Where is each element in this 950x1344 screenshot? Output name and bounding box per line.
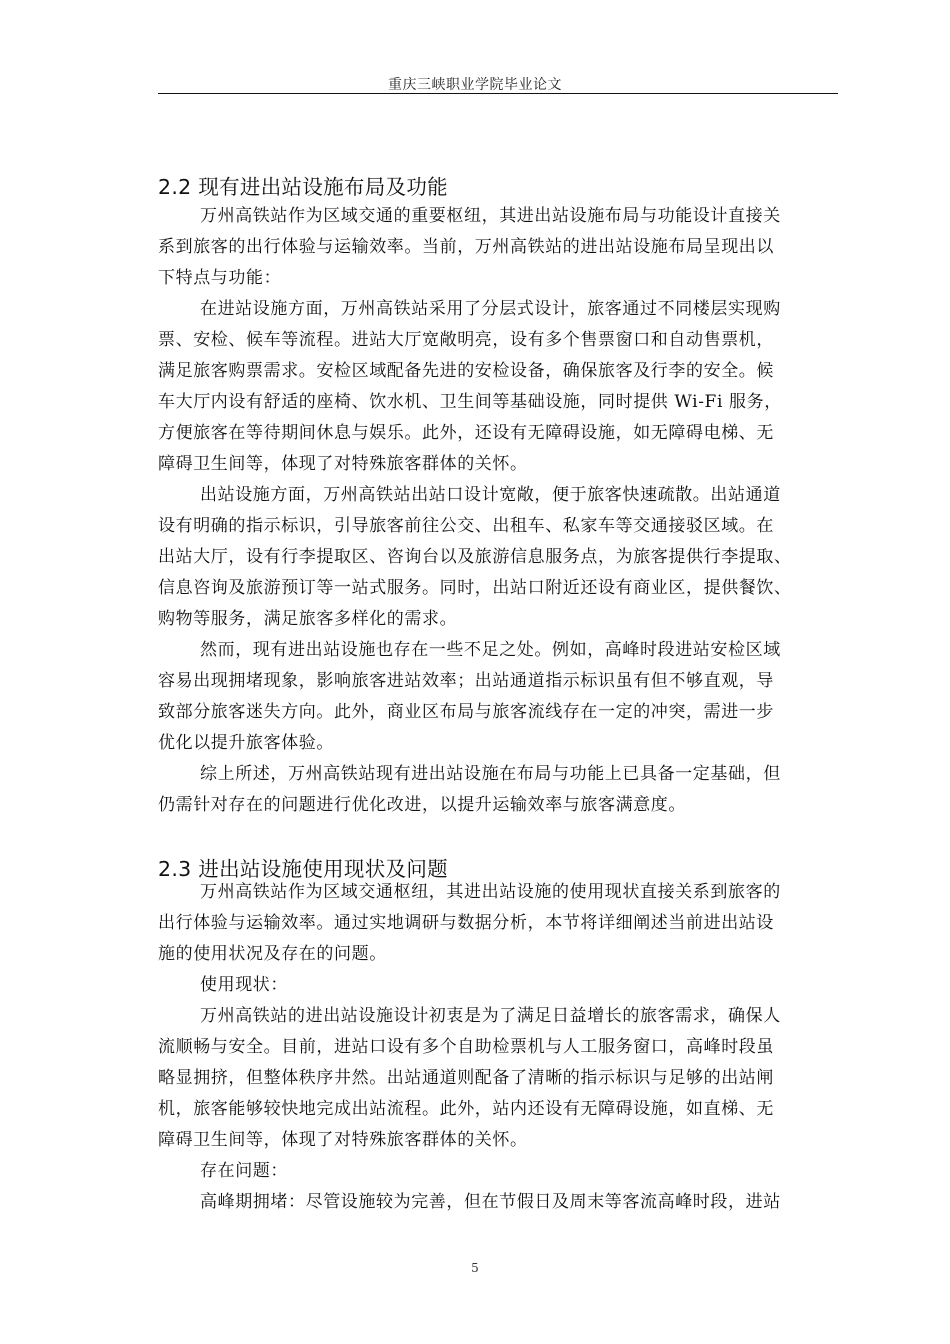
text-line: 方便旅客在等待期间休息与娱乐。此外，还设有无障碍设施，如无障碍电梯、无 [158,423,774,443]
header-title: 重庆三峡职业学院毕业论文 [388,77,562,93]
text-line: 优化以提升旅客体验。 [158,733,334,753]
text-line: 系到旅客的出行体验与运输效率。当前，万州高铁站的进出站设施布局呈现出以 [158,237,774,257]
text-line: 万州高铁站的进出站设施设计初衷是为了满足日益增长的旅客需求，确保人 [200,1006,781,1026]
text-line: 障碍卫生间等，体现了对特殊旅客群体的关怀。 [158,1130,528,1150]
text-line: 流顺畅与安全。目前，进站口设有多个自助检票机与人工服务窗口，高峰时段虽 [158,1037,774,1057]
text-line: 万州高铁站作为区域交通枢纽，其进出站设施的使用现状直接关系到旅客的 [200,882,781,902]
section-heading-2-2: 2.2 现有进出站设施布局及功能 [158,175,448,199]
text-line: 下特点与功能： [158,268,282,288]
text-line: 出行体验与运输效率。通过实地调研与数据分析，本节将详细阐述当前进出站设 [158,913,774,933]
subheading-usage-status: 使用现状： [200,975,288,995]
text-line: 车大厅内设有舒适的座椅、饮水机、卫生间等基础设施，同时提供 Wi-Fi 服务， [158,392,782,412]
text-line: 万州高铁站作为区域交通的重要枢纽，其进出站设施布局与功能设计直接关 [200,206,781,226]
text-line: 票、安检、候车等流程。进站大厅宽敞明亮，设有多个售票窗口和自动售票机， [158,330,774,350]
text-line: 出站设施方面，万州高铁站出站口设计宽敞，便于旅客快速疏散。出站通道 [200,485,781,505]
text-line: 信息咨询及旅游预订等一站式服务。同时，出站口附近还设有商业区，提供餐饮、 [158,578,792,598]
text-line: 购物等服务，满足旅客多样化的需求。 [158,609,458,629]
text-line: 满足旅客购票需求。安检区域配备先进的安检设备，确保旅客及行李的安全。候 [158,361,774,381]
text-line: 高峰期拥堵：尽管设施较为完善，但在节假日及周末等客流高峰时段，进站 [200,1192,781,1212]
text-line: 然而，现有进出站设施也存在一些不足之处。例如，高峰时段进站安检区域 [200,640,781,660]
text-line: 仍需针对存在的问题进行优化改进，以提升运输效率与旅客满意度。 [158,795,686,815]
header-divider [158,93,838,94]
text-line: 障碍卫生间等，体现了对特殊旅客群体的关怀。 [158,454,528,474]
text-line: 施的使用状况及存在的问题。 [158,944,387,964]
text-line: 容易出现拥堵现象，影响旅客进站效率；出站通道指示标识虽有但不够直观，导 [158,671,774,691]
subheading-existing-problems: 存在问题： [200,1161,288,1181]
text-line: 略显拥挤，但整体秩序井然。出站通道则配备了清晰的指示标识与足够的出站闸 [158,1068,774,1088]
section-heading-2-3: 2.3 进出站设施使用现状及问题 [158,857,448,881]
text-line: 综上所述，万州高铁站现有进出站设施在布局与功能上已具备一定基础，但 [200,764,781,784]
page-number: 5 [471,1261,479,1275]
text-line: 出站大厅，设有行李提取区、咨询台以及旅游信息服务点，为旅客提供行李提取、 [158,547,792,567]
text-line: 致部分旅客迷失方向。此外，商业区布局与旅客流线存在一定的冲突，需进一步 [158,702,774,722]
text-line: 设有明确的指示标识，引导旅客前往公交、出租车、私家车等交通接驳区域。在 [158,516,774,536]
text-line: 在进站设施方面，万州高铁站采用了分层式设计，旅客通过不同楼层实现购 [200,299,781,319]
text-line: 机，旅客能够较快地完成出站流程。此外，站内还设有无障碍设施，如直梯、无 [158,1099,774,1119]
